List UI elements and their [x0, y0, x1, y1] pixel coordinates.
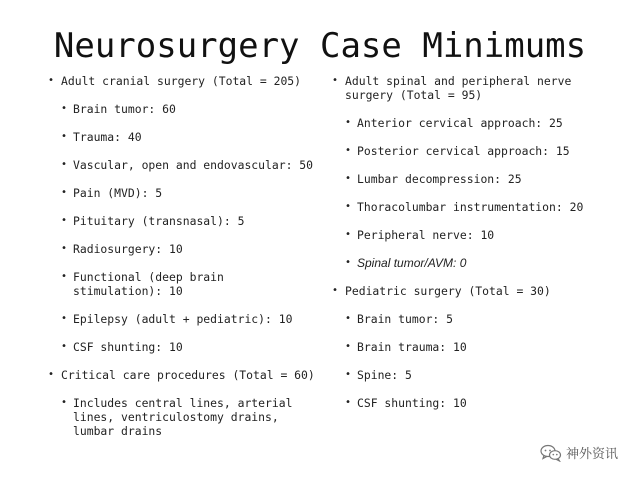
- bullet-icon: •: [345, 145, 352, 156]
- bullet-icon: •: [345, 229, 352, 240]
- list-item: [48, 270, 318, 298]
- item-text: Vascular, open and endovascular: 50: [73, 158, 314, 172]
- bullet-icon: •: [345, 313, 352, 324]
- bullet-icon: •: [345, 257, 352, 268]
- list-item: [332, 144, 622, 158]
- left-column: [48, 74, 318, 452]
- item-text: Thoracolumbar instrumentation: 20: [357, 200, 584, 214]
- item-text: Functional (deep brain stimulation): 10: [73, 270, 224, 298]
- list-item: [48, 340, 318, 354]
- item-text: Spinal tumor/AVM: 0: [357, 256, 467, 270]
- list-item: [48, 102, 318, 116]
- item-text: Critical care procedures (Total = 60): [61, 368, 315, 382]
- item-text: Pituitary (transnasal): 5: [73, 214, 245, 228]
- item-text: Spine: 5: [357, 368, 412, 382]
- watermark: [540, 443, 618, 462]
- item-text: Posterior cervical approach: 15: [357, 144, 570, 158]
- section-heading: [48, 74, 318, 88]
- item-text: Adult cranial surgery (Total = 205): [61, 74, 302, 88]
- list-item: [332, 256, 622, 270]
- bullet-icon: •: [345, 201, 352, 212]
- list-item: [332, 368, 622, 382]
- item-text: Brain tumor: 5: [357, 312, 454, 326]
- bullet-icon: •: [48, 369, 55, 380]
- item-text: Anterior cervical approach: 25: [357, 116, 563, 130]
- item-text: Pediatric surgery (Total = 30): [345, 284, 551, 298]
- list-item: [48, 242, 318, 256]
- bullet-icon: •: [332, 75, 339, 86]
- bullet-icon: •: [61, 271, 68, 282]
- list-item: [332, 312, 622, 326]
- list-item: [48, 158, 318, 172]
- item-text: Pain (MVD): 5: [73, 186, 163, 200]
- list-item: [332, 340, 622, 354]
- item-text: CSF shunting: 10: [73, 340, 183, 354]
- list-item: [332, 200, 622, 214]
- bullet-icon: •: [345, 173, 352, 184]
- chat-bubbles-icon: [540, 444, 562, 462]
- list-item: [48, 312, 318, 326]
- bullet-icon: •: [61, 215, 68, 226]
- list-item: [48, 214, 318, 228]
- bullet-icon: •: [61, 187, 68, 198]
- bullet-icon: •: [345, 341, 352, 352]
- bullet-icon: •: [61, 341, 68, 352]
- right-column: [332, 74, 622, 424]
- section-heading: [332, 284, 622, 298]
- list-item: [48, 130, 318, 144]
- page-title: Neurosurgery Case Minimums: [53, 26, 587, 66]
- bullet-icon: •: [61, 313, 68, 324]
- bullet-icon: •: [345, 117, 352, 128]
- item-text: Radiosurgery: 10: [73, 242, 183, 256]
- list-item: [332, 116, 622, 130]
- bullet-icon: •: [61, 131, 68, 142]
- bullet-icon: •: [48, 75, 55, 86]
- item-text: Trauma: 40: [73, 130, 142, 144]
- section-heading: [48, 368, 318, 382]
- bullet-icon: •: [61, 243, 68, 254]
- item-text: Peripheral nerve: 10: [357, 228, 495, 242]
- list-item: [332, 172, 622, 186]
- list-item: [332, 228, 622, 242]
- bullet-icon: •: [345, 397, 352, 408]
- bullet-icon: •: [61, 103, 68, 114]
- item-text: Adult spinal and peripheral nerve surgery (Total = 95): [345, 74, 572, 102]
- section-heading: [332, 74, 622, 102]
- bullet-icon: •: [61, 159, 68, 170]
- list-item: [48, 396, 318, 438]
- list-item: [48, 186, 318, 200]
- item-text: Epilepsy (adult + pediatric): 10: [73, 312, 293, 326]
- item-text: Includes central lines, arterial lines, ventriculostomy drains, lumbar drains: [73, 396, 293, 438]
- bullet-icon: •: [332, 285, 339, 296]
- list-item: [332, 396, 622, 410]
- item-text: Lumbar decompression: 25: [357, 172, 522, 186]
- item-text: Brain tumor: 60: [73, 102, 176, 116]
- bullet-icon: •: [61, 397, 68, 408]
- item-text: Brain trauma: 10: [357, 340, 467, 354]
- bullet-icon: •: [345, 369, 352, 380]
- watermark-text: 神外资讯: [565, 447, 618, 462]
- item-text: CSF shunting: 10: [357, 396, 467, 410]
